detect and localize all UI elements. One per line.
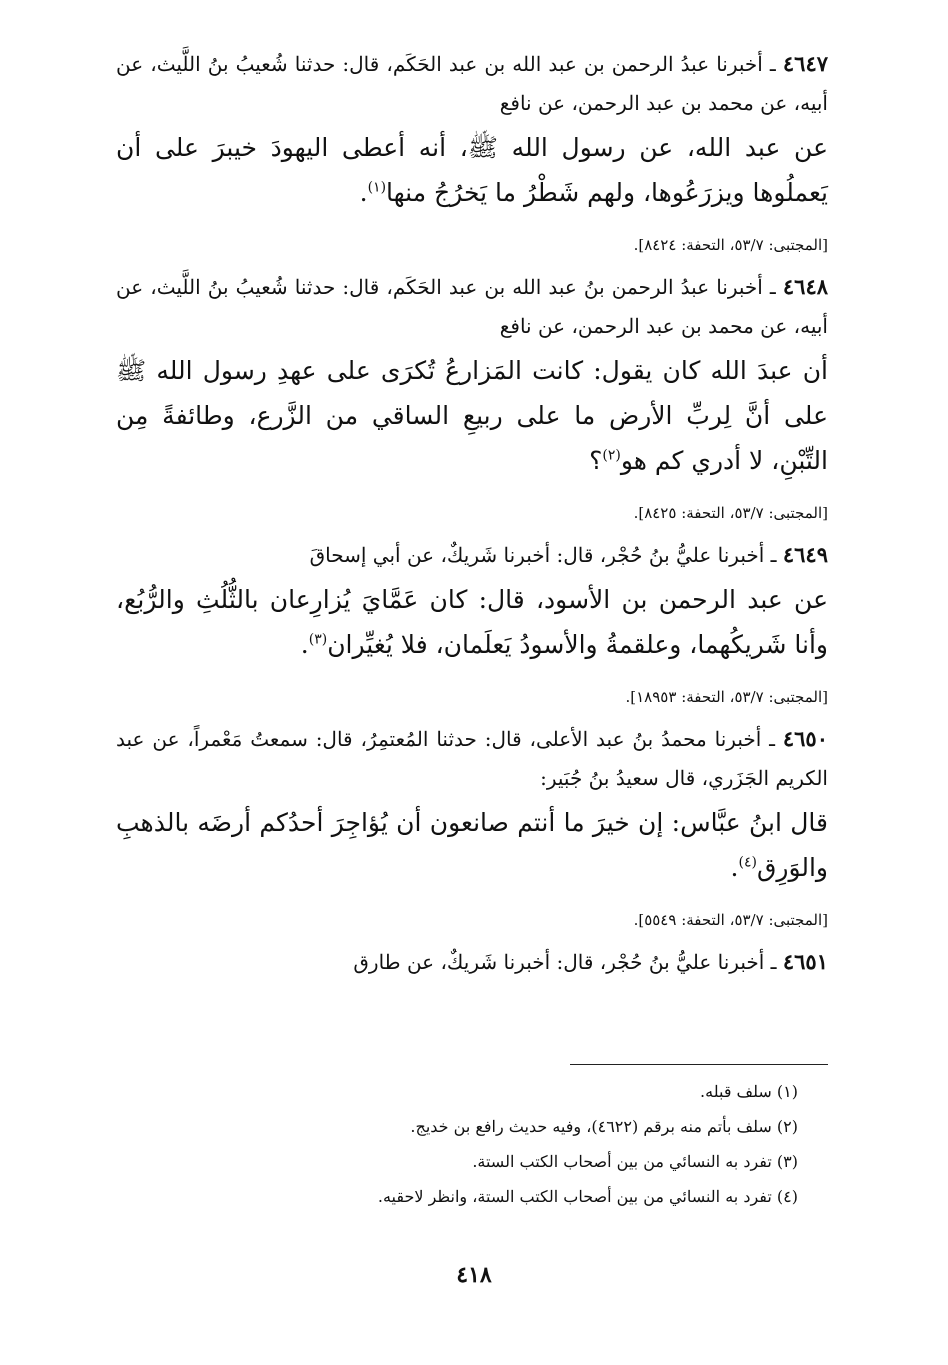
isnad-text: ـ أخبرنا محمدُ بنُ عبد الأعلى، قال: حدثنا المُعتمِرُ، قال: سمعتُ مَعْمراً، عن عبد الكريم الجَزَري، قال سعيدُ بنُ جُبَير: — [116, 727, 828, 790]
page-body — [116, 44, 828, 982]
hadith-matn — [116, 125, 828, 215]
hadith-number: ٤٦٤٨ — [782, 274, 829, 299]
matn-text: أن عبدَ الله كان يقول: كانت المَزارعُ تُكرَى على عهدِ رسول الله ﷺ على أنَّ لِربِّ الأرض ما على ربيعِ الساقي من الزَّرع، وطائفةً مِن التِّبْنِ، لا أدري كم هو — [116, 356, 828, 475]
page-number: ٤١٨ — [456, 1262, 492, 1288]
isnad-text: ـ أخبرنا عليُّ بنُ حُجْر، قال: أخبرنا شَريكٌ، عن أبي إسحاقَ — [309, 543, 777, 567]
hadith-entry — [116, 719, 828, 932]
hadith-entry — [116, 267, 828, 525]
matn-text: قال ابنُ عبَّاس: إن خيرَ ما أنتم صانعون أن يُؤاجِرَ أحدُكم أرضَه بالذهبِ والوَرِق — [116, 808, 828, 882]
footnote-ref[interactable]: (١) — [367, 179, 387, 196]
matn-end: . — [300, 630, 309, 659]
footnotes-section — [118, 1074, 798, 1214]
hadith-number: ٤٦٤٧ — [782, 51, 829, 76]
hadith-reference: [المجتبى: ٥٣/٧، التحفة: ٨٤٢٥]. — [633, 504, 828, 522]
hadith-isnad — [116, 719, 828, 798]
hadith-isnad — [116, 535, 828, 575]
hadith-reference: [المجتبى: ٥٣/٧، التحفة: ٨٤٢٤]. — [633, 236, 828, 254]
hadith-matn — [116, 577, 828, 667]
hadith-matn — [116, 800, 828, 890]
hadith-number: ٤٦٤٩ — [782, 542, 828, 567]
hadith-entry — [116, 535, 828, 709]
hadith-entry — [116, 942, 828, 982]
hadith-number: ٤٦٥١ — [782, 949, 828, 974]
matn-text: عن عبد الله، عن رسول الله ﷺ، أنه أعطى اليهودَ خيبرَ على أن يَعملُوها ويزرَعُوها، ولهم شَطْرُ ما يَخرُجُ منها — [116, 133, 828, 207]
isnad-text: ـ أخبرنا عبدُ الرحمن بن عبد الله بن عبد الحَكَم، قال: حدثنا شُعيبُ بنُ اللَّيث، عن أبيه، عن محمد بن عبد الرحمن، عن نافع — [116, 52, 828, 115]
hadith-matn — [116, 348, 828, 483]
footnote-item: (٤) تفرد به النسائي من بين أصحاب الكتب الستة، وانظر لاحقيه. — [377, 1187, 798, 1206]
footnote-item: (٣) تفرد به النسائي من بين أصحاب الكتب الستة. — [472, 1152, 798, 1171]
matn-end: ؟ — [589, 446, 603, 475]
hadith-isnad — [116, 267, 828, 346]
footnote-divider — [570, 1064, 828, 1065]
isnad-text: ـ أخبرنا عبدُ الرحمن بنُ عبد الله بن عبد الحَكَم، قال: حدثنا شُعيبُ بنُ اللَّيث، عن أبيه، عن محمد بن عبد الرحمن، عن نافع — [116, 275, 828, 338]
footnote-item: (١) سلف قبله. — [700, 1082, 798, 1101]
matn-end: . — [730, 853, 739, 882]
matn-text: عن عبد الرحمن بن الأسود، قال: كان عَمَّايَ يُزارِعان بالثُّلُثِ والرُّبُع، وأنا شَريكُهما، وعلقمةُ والأسودُ يَعلَمان، فلا يُغيِّران — [116, 585, 828, 659]
footnote-ref[interactable]: (٤) — [738, 854, 757, 871]
hadith-number: ٤٦٥٠ — [782, 726, 828, 751]
footnote-item: (٢) سلف بأتم منه برقم (٤٦٢٢)، وفيه حديث رافع بن خديج. — [410, 1117, 798, 1136]
footnote-ref[interactable]: (٢) — [602, 447, 621, 464]
hadith-isnad — [116, 942, 828, 982]
isnad-text: ـ أخبرنا عليُّ بنُ حُجْر، قال: أخبرنا شَريكٌ، عن طارق — [353, 950, 777, 974]
footnote-ref[interactable]: (٣) — [308, 631, 328, 648]
hadith-reference: [المجتبى: ٥٣/٧، التحفة: ١٨٩٥٣]. — [625, 688, 828, 706]
matn-end: . — [359, 178, 368, 207]
hadith-entry — [116, 44, 828, 257]
hadith-isnad — [116, 44, 828, 123]
hadith-reference: [المجتبى: ٥٣/٧، التحفة: ٥٥٤٩]. — [633, 911, 828, 929]
